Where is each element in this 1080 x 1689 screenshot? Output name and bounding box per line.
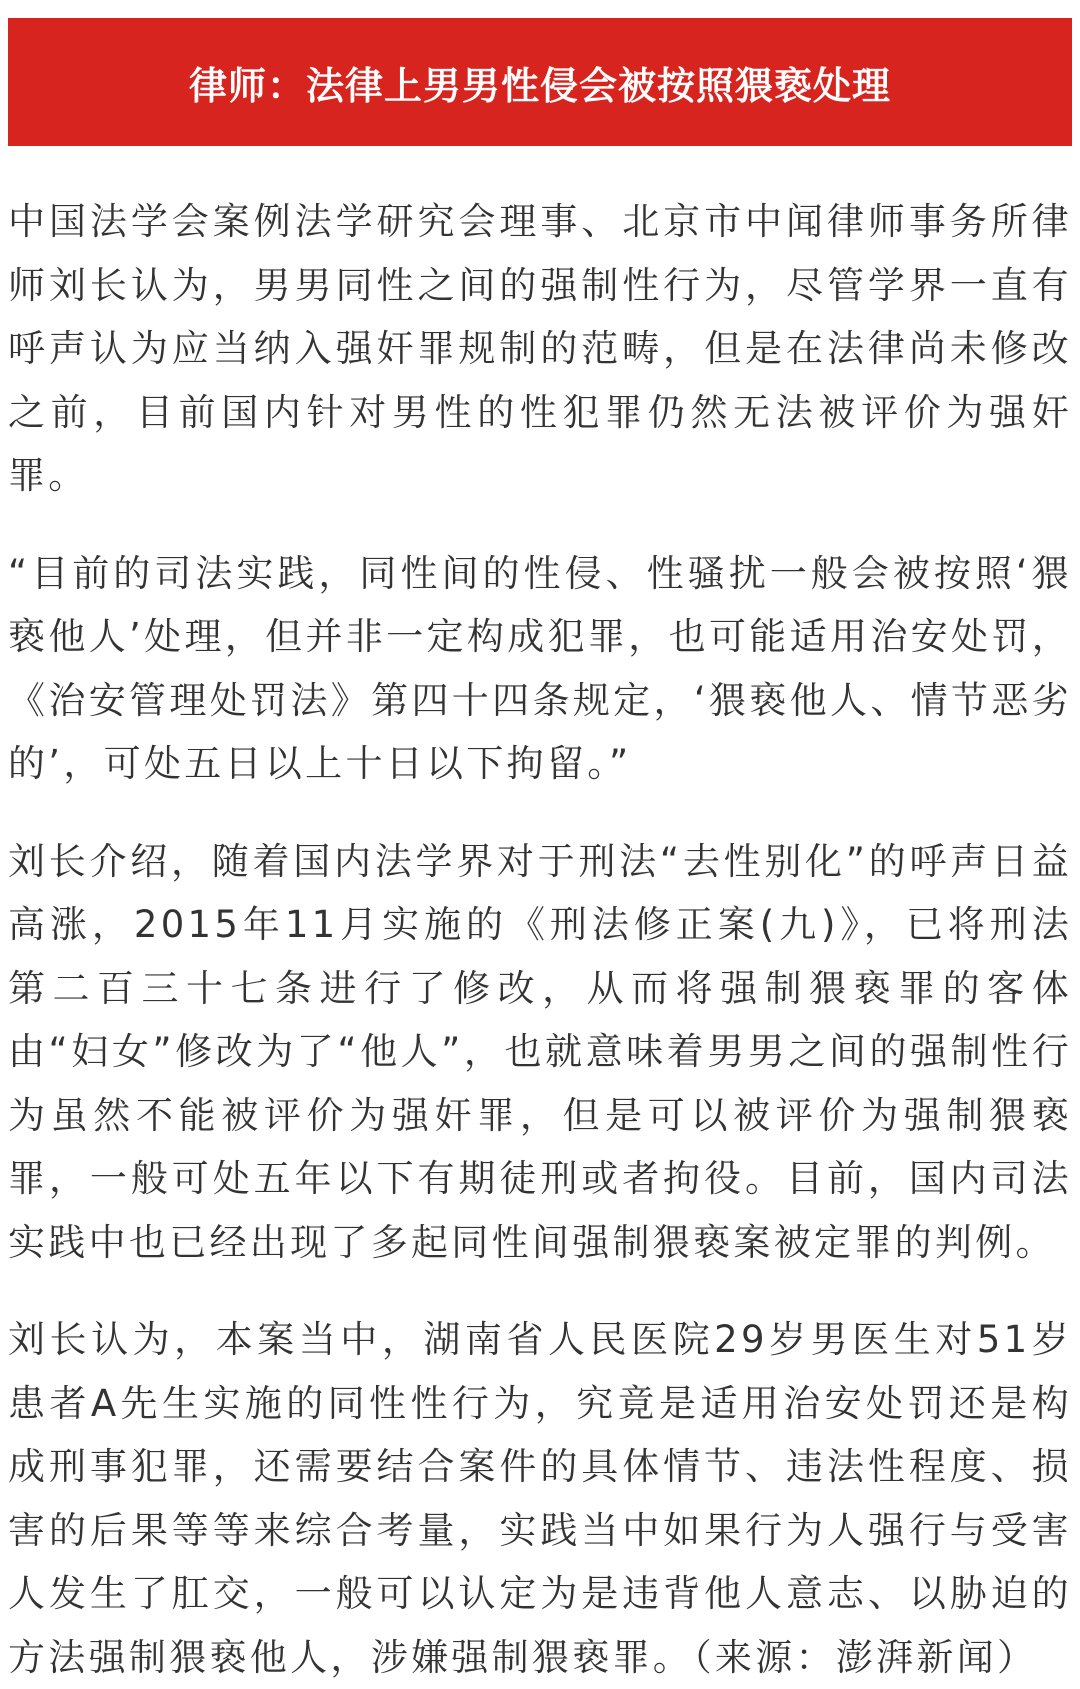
paragraph-1: 中国法学会案例法学研究会理事、北京市中闻律师事务所律师刘长认为，男男同性之间的强制性行为，尽管学界一直有呼声认为应当纳入强奸罪规制的范畴，但是在法律尚未修改之前，目前国内针对男性的性犯罪仍然无法被评价为强奸罪。 — [8, 200, 1072, 497]
paragraph-4: 刘长认为，本案当中，湖南省人民医院29岁男医生对51岁患者A先生实施的同性性行为，究竟是适用治安处罚还是构成刑事犯罪，还需要结合案件的具体情节、违法性程度、损害的后果等等来综合考量，实践当中如果行为人强行与受害人发生了肛交，一般可以认定为是违背他人意志、以胁迫的方法强制猥亵他人，涉嫌强制猥亵罪。（来源：澎湃新闻） — [8, 1318, 1072, 1679]
article-body — [8, 190, 1072, 1689]
paragraph-2: “目前的司法实践，同性间的性侵、性骚扰一般会被按照‘猥亵他人’处理，但并非一定构成犯罪，也可能适用治安处罚，《治安管理处罚法》第四十四条规定，‘猥亵他人、情节恶劣的’，可处五日以上十日以下拘留。” — [8, 551, 1072, 785]
paragraph-3: 刘长介绍，随着国内法学界对于刑法“去性别化”的呼声日益高涨，2015年11月实施的《刑法修正案(九)》，已将刑法第二百三十七条进行了修改，从而将强制猥亵罪的客体由“妇女”修改为了“他人”，也就意味着男男之间的强制性行为虽然不能被评价为强奸罪，但是可以被评价为强制猥亵罪，一般可处五年以下有期徒刑或者拘役。目前，国内司法实践中也已经出现了多起同性间强制猥亵案被定罪的判例。 — [8, 839, 1072, 1264]
header-banner — [8, 18, 1072, 146]
header-title: 律师：法律上男男性侵会被按照猥亵处理 — [188, 63, 891, 108]
